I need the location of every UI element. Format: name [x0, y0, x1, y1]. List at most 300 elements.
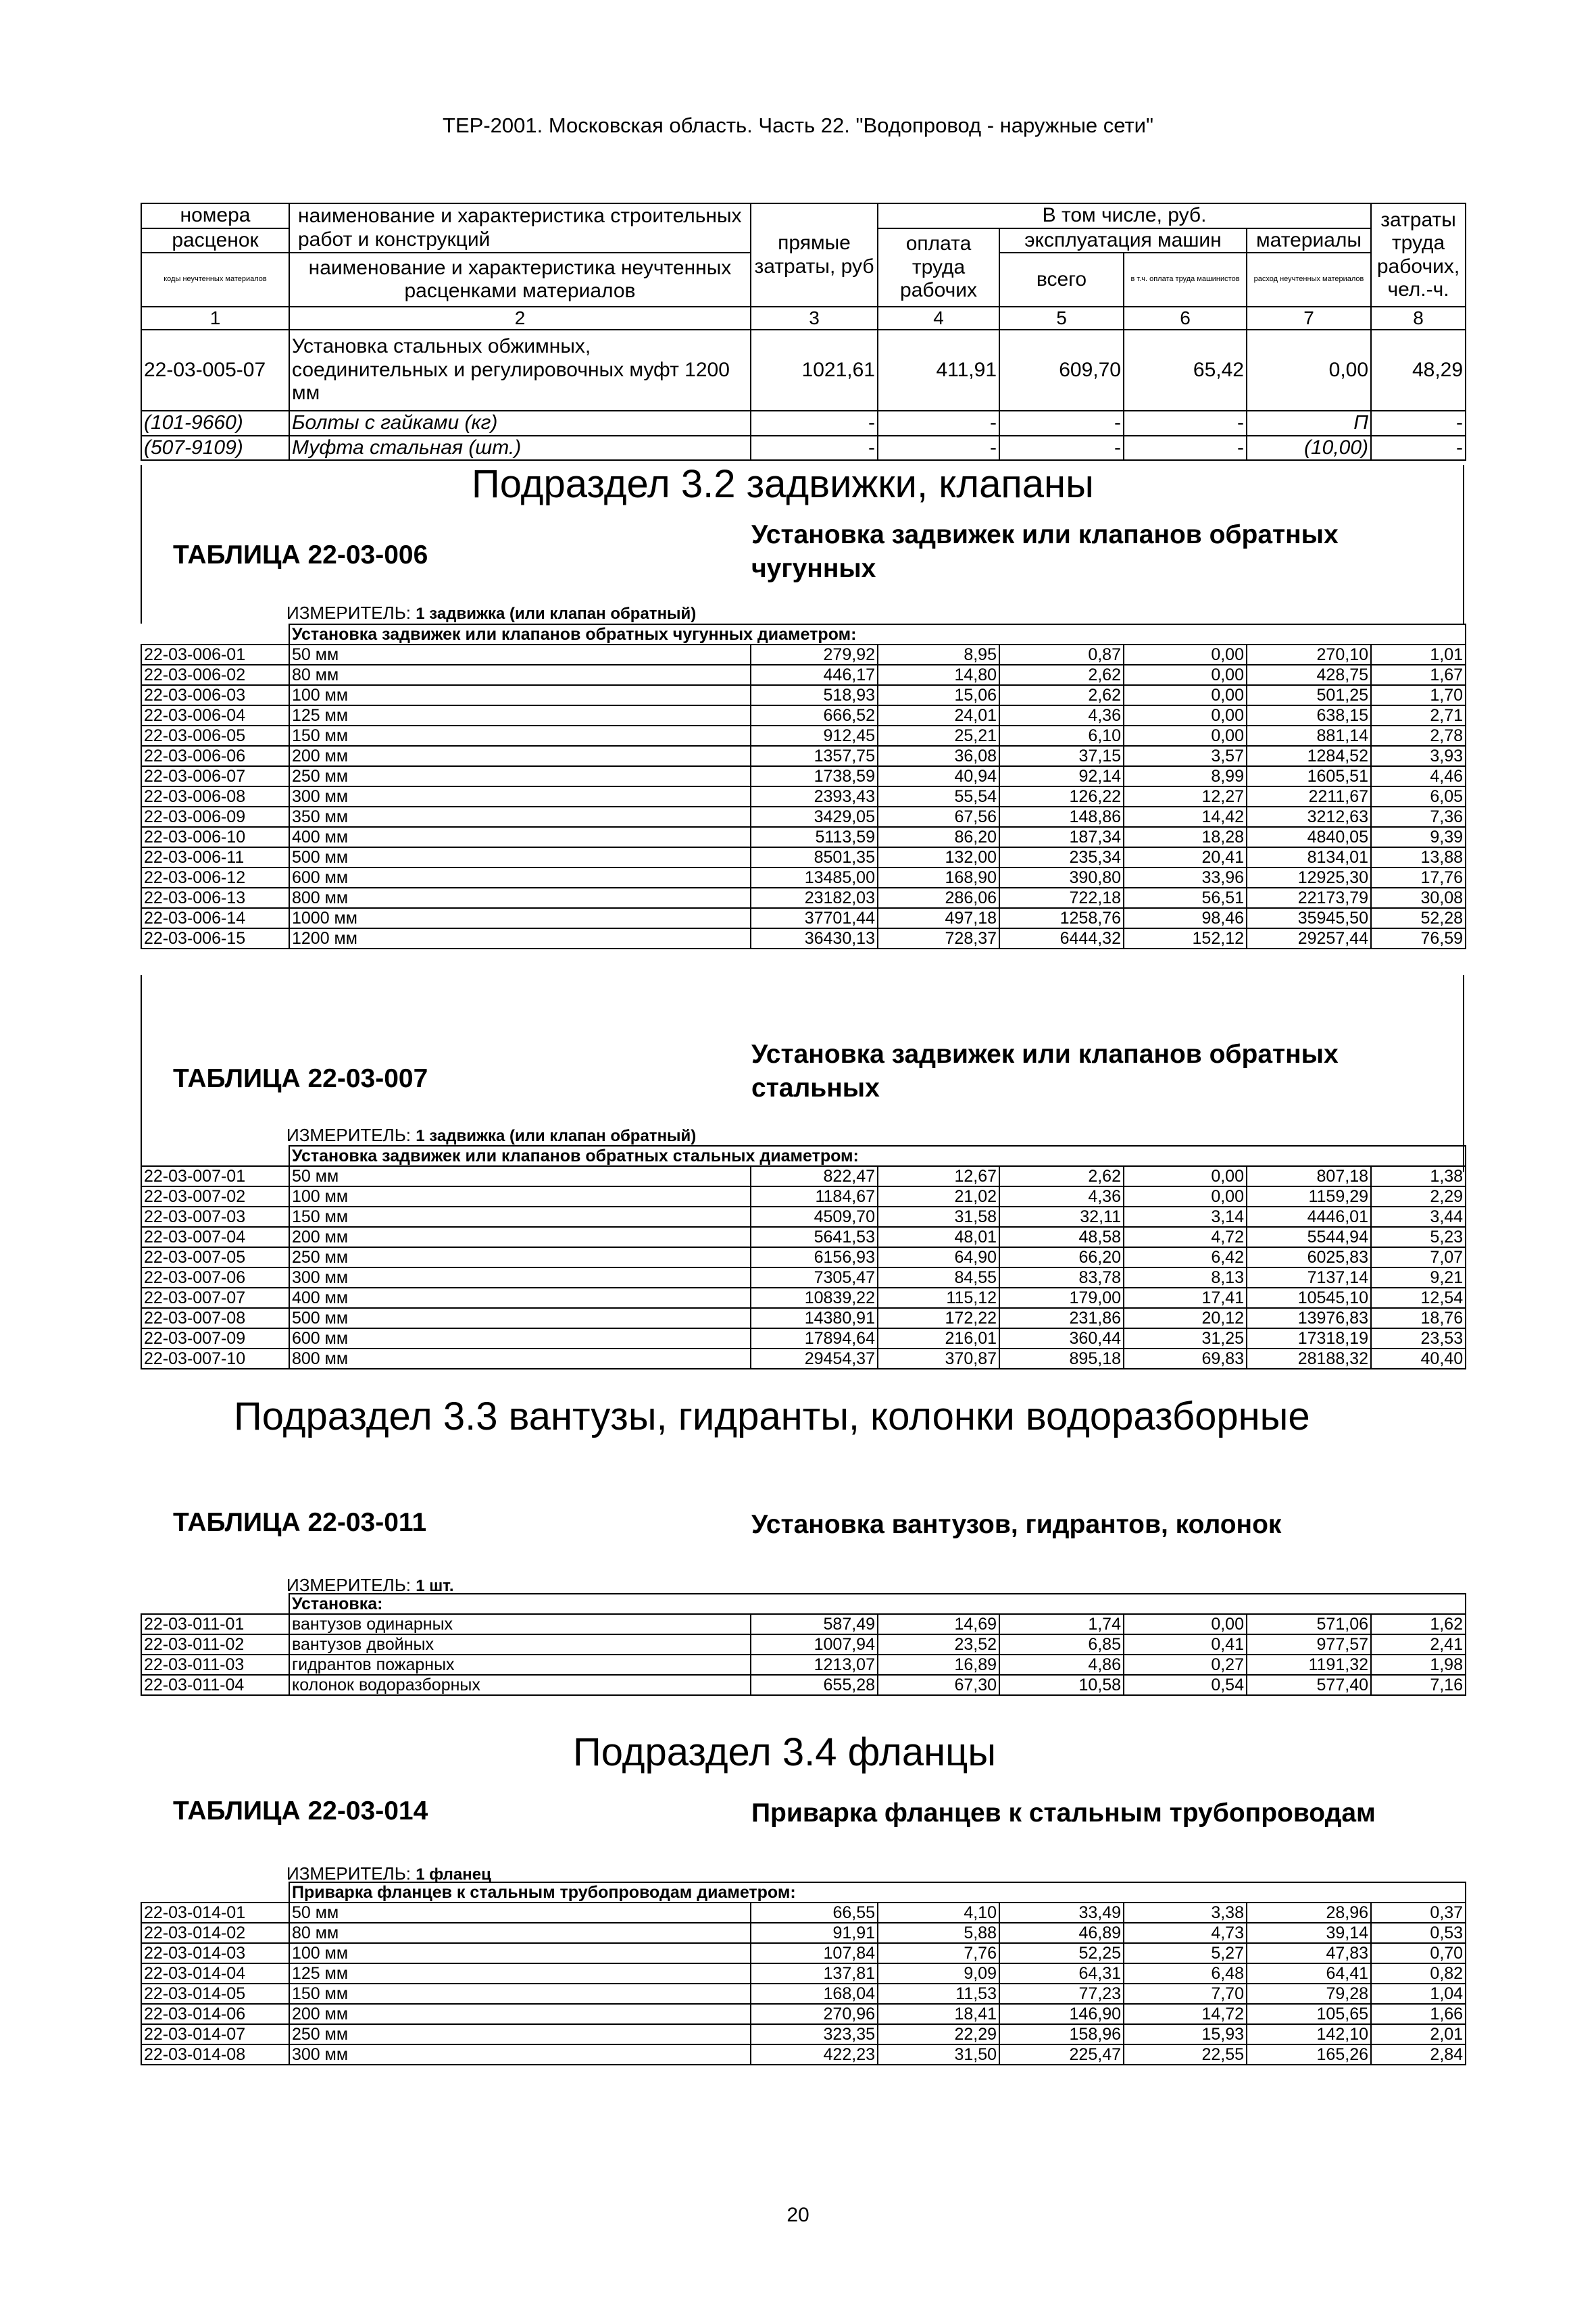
- table-row: [141, 1963, 1466, 1984]
- row-name: 600 мм: [289, 1328, 751, 1349]
- cell: 48,01: [878, 1227, 999, 1247]
- cell: 12925,30: [1247, 867, 1371, 888]
- cell: 31,50: [878, 2044, 999, 2065]
- cell: 4,86: [999, 1655, 1124, 1675]
- cell: 1,04: [1371, 1984, 1466, 2004]
- cell: 0,00: [1124, 705, 1247, 726]
- cell: 91,91: [751, 1923, 878, 1943]
- cell: 2,29: [1371, 1186, 1466, 1207]
- row-code: 22-03-011-01: [141, 1614, 289, 1634]
- cell: 7305,47: [751, 1267, 878, 1288]
- table-title-006: Установка задвижек или клапанов обратных чугунных: [751, 520, 1339, 583]
- cell: 84,55: [878, 1267, 999, 1288]
- row-name: 100 мм: [289, 1186, 751, 1207]
- cell: 52,28: [1371, 908, 1466, 928]
- meter-007: [286, 1125, 696, 1146]
- row-name: 50 мм: [289, 1903, 751, 1923]
- row-name: 200 мм: [289, 2004, 751, 2024]
- row-name: гидрантов пожарных: [289, 1655, 751, 1675]
- cell: 20,41: [1124, 847, 1247, 867]
- table-caption-row: [141, 624, 1466, 645]
- col-vsego: всего: [999, 253, 1124, 307]
- cell: 52,25: [999, 1943, 1124, 1963]
- row-name: 250 мм: [289, 1247, 751, 1267]
- col-vtch: в т.ч. оплата труда машинистов: [1124, 253, 1247, 307]
- cell: 32,11: [999, 1207, 1124, 1227]
- row-name: [289, 330, 751, 411]
- cell: -: [1124, 436, 1247, 461]
- table-row: [141, 786, 1466, 807]
- cell: 40,40: [1371, 1349, 1466, 1369]
- cell: 3429,05: [751, 807, 878, 827]
- cell: 48,29: [1371, 330, 1466, 411]
- row-code: 22-03-006-08: [141, 786, 289, 807]
- cell: 323,35: [751, 2024, 878, 2044]
- cell: 638,15: [1247, 705, 1371, 726]
- cell: 3212,63: [1247, 807, 1371, 827]
- col-materialy: материалы: [1247, 228, 1371, 253]
- cell: 30,08: [1371, 888, 1466, 908]
- cell: 29454,37: [751, 1349, 878, 1369]
- row-code: 22-03-007-07: [141, 1288, 289, 1308]
- cell: 77,23: [999, 1984, 1124, 2004]
- cell: 33,96: [1124, 867, 1247, 888]
- page-number: 20: [787, 2204, 809, 2226]
- cell: 105,65: [1247, 2004, 1371, 2024]
- cell: 881,14: [1247, 726, 1371, 746]
- cell: 4,36: [999, 1186, 1124, 1207]
- cell: 7,36: [1371, 807, 1466, 827]
- cell: 15,93: [1124, 2024, 1247, 2044]
- table-22-03-007: [141, 1145, 1466, 1369]
- cell: 6444,32: [999, 928, 1124, 949]
- cell: 390,80: [999, 867, 1124, 888]
- cell: 20,12: [1124, 1308, 1247, 1328]
- table-row: [141, 1267, 1466, 1288]
- row-name-line: мм: [292, 382, 320, 405]
- row-code: 22-03-007-01: [141, 1166, 289, 1186]
- cell: 115,12: [878, 1288, 999, 1308]
- cell: 422,23: [751, 2044, 878, 2065]
- cell: 67,30: [878, 1675, 999, 1695]
- row-name: 200 мм: [289, 1227, 751, 1247]
- table-row: [141, 1227, 1466, 1247]
- cell: 152,12: [1124, 928, 1247, 949]
- cell: 146,90: [999, 2004, 1124, 2024]
- cell: 168,04: [751, 1984, 878, 2004]
- row-code: 22-03-014-01: [141, 1903, 289, 1923]
- cell: 655,28: [751, 1675, 878, 1695]
- row-name: 125 мм: [289, 1963, 751, 1984]
- cell: 14,72: [1124, 2004, 1247, 2024]
- cell: 1,70: [1371, 685, 1466, 705]
- cell: 1,98: [1371, 1655, 1466, 1675]
- cell: 7,07: [1371, 1247, 1466, 1267]
- row-name: 800 мм: [289, 1349, 751, 1369]
- cell: 1,38: [1371, 1166, 1466, 1186]
- table-row: [141, 1943, 1466, 1963]
- row-code: 22-03-014-07: [141, 2024, 289, 2044]
- table-caption: Установка:: [289, 1594, 1466, 1614]
- cell: 23,53: [1371, 1328, 1466, 1349]
- cell: 270,96: [751, 2004, 878, 2024]
- col-num-2: 2: [289, 307, 751, 330]
- cell: 23,52: [878, 1634, 999, 1655]
- cell: 1605,51: [1247, 766, 1371, 786]
- col-kody: коды неучтенных материалов: [141, 253, 289, 307]
- col-num-1: 1: [141, 307, 289, 330]
- cell: -: [1371, 411, 1466, 436]
- table-caption-row: [141, 1594, 1466, 1614]
- cell: 2,01: [1371, 2024, 1466, 2044]
- cell: 4,46: [1371, 766, 1466, 786]
- cell: 666,52: [751, 705, 878, 726]
- row-code: 22-03-007-09: [141, 1328, 289, 1349]
- cell: 1213,07: [751, 1655, 878, 1675]
- material-row: [141, 436, 1466, 461]
- col-rashod: расход неучтенных материалов: [1247, 253, 1371, 307]
- cell: 6,48: [1124, 1963, 1247, 1984]
- cell: 7,76: [878, 1943, 999, 1963]
- table-row: [141, 705, 1466, 726]
- table-row: [141, 847, 1466, 867]
- table-row: [141, 908, 1466, 928]
- col-pryamye: прямые затраты, руб: [751, 203, 878, 307]
- cell: 3,93: [1371, 746, 1466, 766]
- table-row: [141, 827, 1466, 847]
- table-row: [141, 1903, 1466, 1923]
- cell: 411,91: [878, 330, 999, 411]
- cell: 728,37: [878, 928, 999, 949]
- cell: 609,70: [999, 330, 1124, 411]
- row-code: 22-03-007-03: [141, 1207, 289, 1227]
- cell: 577,40: [1247, 1675, 1371, 1695]
- cell: 86,20: [878, 827, 999, 847]
- row-name: 80 мм: [289, 665, 751, 685]
- cell: 17,41: [1124, 1288, 1247, 1308]
- meter-006: [286, 603, 696, 624]
- cell: 1007,94: [751, 1634, 878, 1655]
- row-code: 22-03-014-03: [141, 1943, 289, 1963]
- table-22-03-006: [141, 624, 1466, 949]
- cell: 1258,76: [999, 908, 1124, 928]
- row-name: 800 мм: [289, 888, 751, 908]
- row-name: 300 мм: [289, 1267, 751, 1288]
- cell: 1357,75: [751, 746, 878, 766]
- cell: 25,21: [878, 726, 999, 746]
- cell: 501,25: [1247, 685, 1371, 705]
- col-nomera: номера: [141, 203, 289, 228]
- col-oplata: оплата труда рабочих: [878, 228, 999, 307]
- cell: 23182,03: [751, 888, 878, 908]
- table-row: [141, 1349, 1466, 1369]
- cell: 179,00: [999, 1288, 1124, 1308]
- cell: 10839,22: [751, 1288, 878, 1308]
- table-row: [141, 685, 1466, 705]
- cell: 1021,61: [751, 330, 878, 411]
- cell: 6025,83: [1247, 1247, 1371, 1267]
- row-code: 22-03-007-04: [141, 1227, 289, 1247]
- cell: 5,27: [1124, 1943, 1247, 1963]
- table-row: [141, 645, 1466, 665]
- cell: 1159,29: [1247, 1186, 1371, 1207]
- cell: 64,90: [878, 1247, 999, 1267]
- cell: 47,83: [1247, 1943, 1371, 1963]
- row-code: 22-03-014-02: [141, 1923, 289, 1943]
- table-code-011: ТАБЛИЦА 22-03-011: [173, 1508, 427, 1537]
- cell: 8501,35: [751, 847, 878, 867]
- row-code: 22-03-006-14: [141, 908, 289, 928]
- cell: 6,85: [999, 1634, 1124, 1655]
- table-row: [141, 766, 1466, 786]
- cell: 31,25: [1124, 1328, 1247, 1349]
- cell: 2,62: [999, 685, 1124, 705]
- cell: 76,59: [1371, 928, 1466, 949]
- caption-spacer: [141, 1594, 289, 1614]
- cell: 79,28: [1247, 1984, 1371, 2004]
- cell: 22173,79: [1247, 888, 1371, 908]
- table-code-006: ТАБЛИЦА 22-03-006: [173, 540, 428, 570]
- meter-value: 1 фланец: [416, 1865, 491, 1884]
- row-name: 1200 мм: [289, 928, 751, 949]
- cell: 48,58: [999, 1227, 1124, 1247]
- cell: -: [999, 436, 1124, 461]
- cell: 187,34: [999, 827, 1124, 847]
- cell: 17318,19: [1247, 1328, 1371, 1349]
- cell: 40,94: [878, 766, 999, 786]
- table-row: [141, 1675, 1466, 1695]
- row-code: 22-03-014-08: [141, 2044, 289, 2065]
- cell: 98,46: [1124, 908, 1247, 928]
- cell: 37,15: [999, 746, 1124, 766]
- cell: 64,31: [999, 1963, 1124, 1984]
- cell: 22,55: [1124, 2044, 1247, 2065]
- row-name: 400 мм: [289, 827, 751, 847]
- column-header-table: [141, 203, 1466, 461]
- cell: 0,00: [1124, 1614, 1247, 1634]
- cell: 18,76: [1371, 1308, 1466, 1328]
- cell: 2211,67: [1247, 786, 1371, 807]
- col-rascenok: расценок: [141, 228, 289, 253]
- cell: 0,00: [1124, 726, 1247, 746]
- cell: 6156,93: [751, 1247, 878, 1267]
- cell: 55,54: [878, 786, 999, 807]
- col-num-4: 4: [878, 307, 999, 330]
- cell: 14,69: [878, 1614, 999, 1634]
- table-row: [141, 1288, 1466, 1308]
- table-row: [141, 1328, 1466, 1349]
- cell: 0,00: [1124, 665, 1247, 685]
- cell: 9,09: [878, 1963, 999, 1984]
- cell: 10545,10: [1247, 1288, 1371, 1308]
- row-name: 150 мм: [289, 1984, 751, 2004]
- cell: 1184,67: [751, 1186, 878, 1207]
- cell: 571,06: [1247, 1614, 1371, 1634]
- col-naim-works: наименование и характеристика строительных работ и конструкций: [289, 203, 751, 253]
- cell: 5,23: [1371, 1227, 1466, 1247]
- cell: 66,20: [999, 1247, 1124, 1267]
- cell: 1,01: [1371, 645, 1466, 665]
- meter-label: ИЗМЕРИТЕЛЬ:: [286, 1863, 411, 1884]
- cell: 0,00: [1124, 645, 1247, 665]
- cell: 37701,44: [751, 908, 878, 928]
- cell: 13,88: [1371, 847, 1466, 867]
- cell: 7,16: [1371, 1675, 1466, 1695]
- table-code-007: ТАБЛИЦА 22-03-007: [173, 1064, 428, 1093]
- row-code: 22-03-006-15: [141, 928, 289, 949]
- row-name: 150 мм: [289, 1207, 751, 1227]
- table-row: [141, 1247, 1466, 1267]
- table-caption-row: [141, 1882, 1466, 1903]
- cell: 35945,50: [1247, 908, 1371, 928]
- table-row: [141, 1614, 1466, 1634]
- row-name: 400 мм: [289, 1288, 751, 1308]
- cell: 5113,59: [751, 827, 878, 847]
- cell: 13976,83: [1247, 1308, 1371, 1328]
- row-name: 1000 мм: [289, 908, 751, 928]
- row-code: 22-03-006-09: [141, 807, 289, 827]
- cell: 5544,94: [1247, 1227, 1371, 1247]
- cell: 0,87: [999, 645, 1124, 665]
- cell: (10,00): [1247, 436, 1371, 461]
- section-title-3-3: Подраздел 3.3 вантузы, гидранты, колонки водоразборные: [234, 1394, 1310, 1438]
- material-row: [141, 411, 1466, 436]
- cell: 1284,52: [1247, 746, 1371, 766]
- row-code: 22-03-006-05: [141, 726, 289, 746]
- cell: 286,06: [878, 888, 999, 908]
- cell: -: [751, 411, 878, 436]
- cell: 6,42: [1124, 1247, 1247, 1267]
- cell: 2,84: [1371, 2044, 1466, 2065]
- cell: 13485,00: [751, 867, 878, 888]
- meter-value: 1 шт.: [416, 1577, 454, 1595]
- row-name: колонок водоразборных: [289, 1675, 751, 1695]
- cell: 4840,05: [1247, 827, 1371, 847]
- row-code: 22-03-007-10: [141, 1349, 289, 1369]
- row-code: 22-03-006-10: [141, 827, 289, 847]
- cell: 360,44: [999, 1328, 1124, 1349]
- cell: 8,95: [878, 645, 999, 665]
- row-code: 22-03-011-04: [141, 1675, 289, 1695]
- cell: 370,87: [878, 1349, 999, 1369]
- col-v-tom-chisle: В том числе, руб.: [878, 203, 1371, 228]
- col-zatraty: затраты труда рабочих, чел.-ч.: [1371, 203, 1466, 307]
- row-code: 22-03-007-08: [141, 1308, 289, 1328]
- cell: 0,70: [1371, 1943, 1466, 1963]
- row-code: 22-03-011-02: [141, 1634, 289, 1655]
- cell: -: [1371, 436, 1466, 461]
- material-code: (507-9109): [141, 436, 289, 461]
- table-row: [141, 2044, 1466, 2065]
- table-title-011: Установка вантузов, гидрантов, колонок: [751, 1510, 1282, 1539]
- row-name: 600 мм: [289, 867, 751, 888]
- row-code: 22-03-007-02: [141, 1186, 289, 1207]
- table-22-03-011: [141, 1593, 1466, 1696]
- cell: 67,56: [878, 807, 999, 827]
- cell: 518,93: [751, 685, 878, 705]
- cell: 0,82: [1371, 1963, 1466, 1984]
- cell: 722,18: [999, 888, 1124, 908]
- cell: -: [878, 436, 999, 461]
- cell: 216,01: [878, 1328, 999, 1349]
- cell: 2,62: [999, 1166, 1124, 1186]
- cell: 2393,43: [751, 786, 878, 807]
- table-row: [141, 1166, 1466, 1186]
- cell: 29257,44: [1247, 928, 1371, 949]
- cell: 0,53: [1371, 1923, 1466, 1943]
- row-name: 100 мм: [289, 1943, 751, 1963]
- row-code: 22-03-006-12: [141, 867, 289, 888]
- cell: 2,41: [1371, 1634, 1466, 1655]
- cell: 172,22: [878, 1308, 999, 1328]
- cell: 22,29: [878, 2024, 999, 2044]
- row-code: 22-03-006-06: [141, 746, 289, 766]
- cell: 1191,32: [1247, 1655, 1371, 1675]
- row-name: вантузов двойных: [289, 1634, 751, 1655]
- cell: 66,55: [751, 1903, 878, 1923]
- cell: 0,41: [1124, 1634, 1247, 1655]
- cell: 15,06: [878, 685, 999, 705]
- row-name: 50 мм: [289, 645, 751, 665]
- col-num-5: 5: [999, 307, 1124, 330]
- cell: 168,90: [878, 867, 999, 888]
- cell: 0,37: [1371, 1903, 1466, 1923]
- meter-value: 1 задвижка (или клапан обратный): [416, 1127, 697, 1145]
- table-row: [141, 867, 1466, 888]
- caption-spacer: [141, 1882, 289, 1903]
- cell: 148,86: [999, 807, 1124, 827]
- row-name: 250 мм: [289, 766, 751, 786]
- cell: 6,05: [1371, 786, 1466, 807]
- table-22-03-014: [141, 1882, 1466, 2065]
- table-caption: Установка задвижек или клапанов обратных стальных диаметром:: [289, 1146, 1466, 1166]
- col-num-7: 7: [1247, 307, 1371, 330]
- material-name: Болты с гайками (кг): [289, 411, 751, 436]
- row-code: 22-03-014-06: [141, 2004, 289, 2024]
- row-name: 150 мм: [289, 726, 751, 746]
- cell: 17894,64: [751, 1328, 878, 1349]
- cell: 497,18: [878, 908, 999, 928]
- row-name: 80 мм: [289, 1923, 751, 1943]
- cell: 4,72: [1124, 1227, 1247, 1247]
- cell: 64,41: [1247, 1963, 1371, 1984]
- row-name: вантузов одинарных: [289, 1614, 751, 1634]
- cell: 4,10: [878, 1903, 999, 1923]
- table-row: [141, 1186, 1466, 1207]
- cell: 165,26: [1247, 2044, 1371, 2065]
- cell: 235,34: [999, 847, 1124, 867]
- cell: 4,36: [999, 705, 1124, 726]
- table-row: [141, 1984, 1466, 2004]
- row-code: 22-03-005-07: [141, 330, 289, 411]
- cell: 2,62: [999, 665, 1124, 685]
- table-row: [141, 2004, 1466, 2024]
- cell: 10,58: [999, 1675, 1124, 1695]
- cell: 12,67: [878, 1166, 999, 1186]
- cell: 225,47: [999, 2044, 1124, 2065]
- cell: 428,75: [1247, 665, 1371, 685]
- meter-label: ИЗМЕРИТЕЛЬ:: [286, 1125, 411, 1145]
- cell: 28188,32: [1247, 1349, 1371, 1369]
- cell: -: [878, 411, 999, 436]
- cell: 0,00: [1247, 330, 1371, 411]
- row-code: 22-03-014-04: [141, 1963, 289, 1984]
- section-title-3-4: Подраздел 3.4 фланцы: [573, 1730, 997, 1774]
- cell: 46,89: [999, 1923, 1124, 1943]
- material-code: (101-9660): [141, 411, 289, 436]
- cell: 56,51: [1124, 888, 1247, 908]
- row-name: 300 мм: [289, 786, 751, 807]
